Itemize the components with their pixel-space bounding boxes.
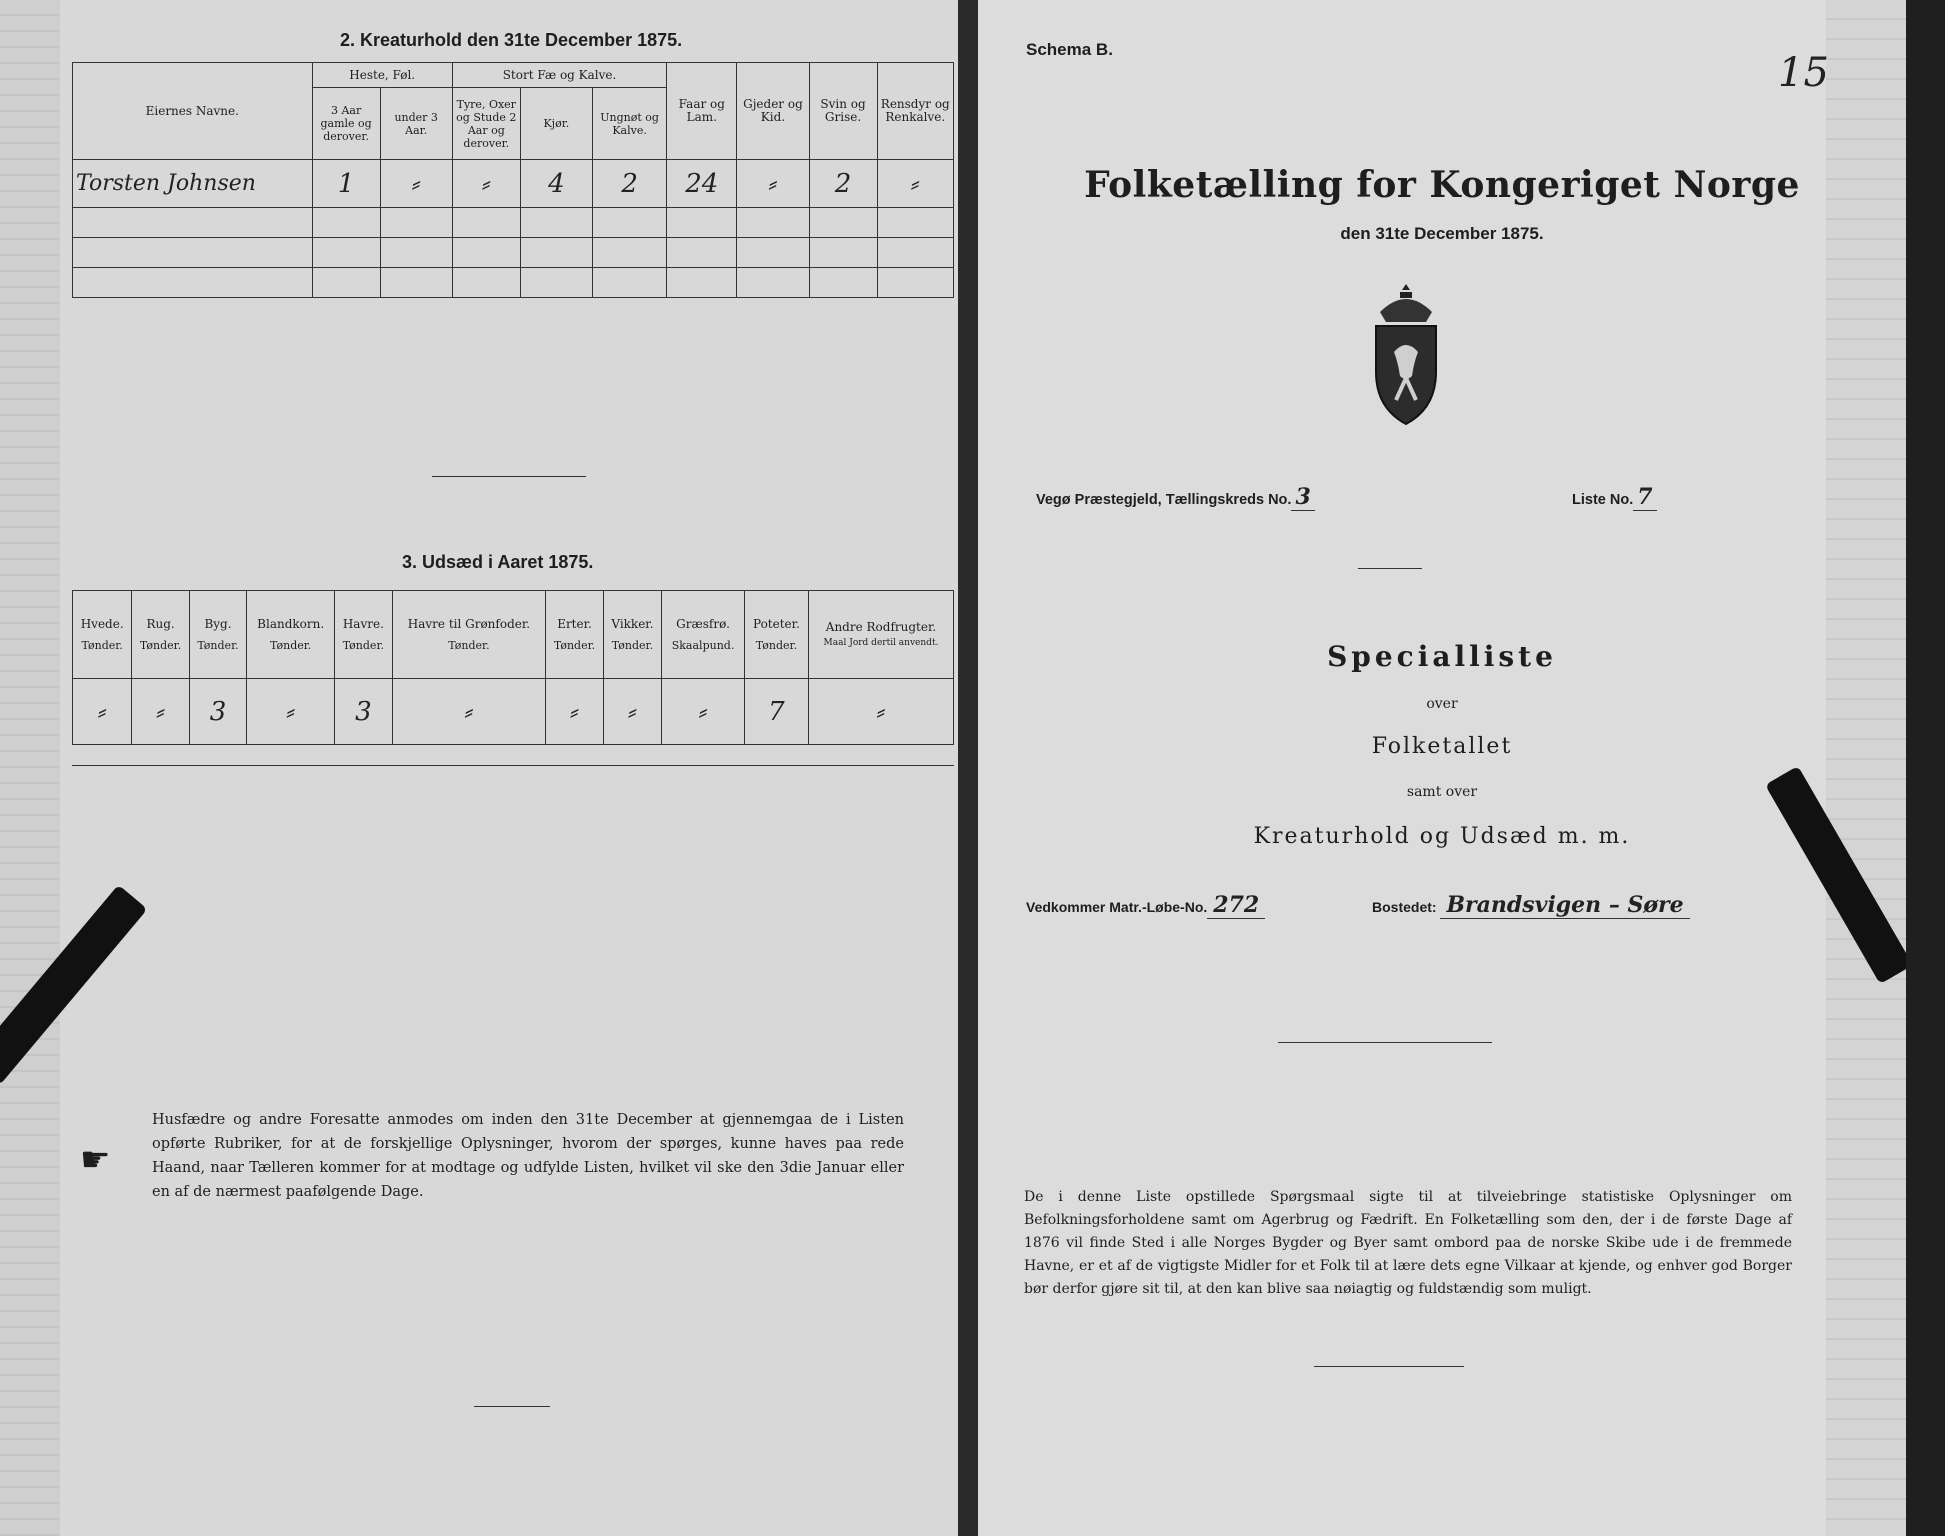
livestock-cell: 2 (809, 160, 877, 208)
seed-cell: ⸗ (662, 679, 745, 745)
parish-name: Vegø Præstegjeld, (1036, 492, 1162, 508)
seed-cell: ⸗ (392, 679, 546, 745)
seed-header: Poteter. Tønder. (744, 591, 808, 679)
divider-rule (1358, 568, 1422, 569)
list-value: 7 (1633, 484, 1656, 511)
district-label: Tællingskreds No. (1165, 492, 1292, 508)
cows-header: Kjør. (520, 88, 592, 160)
table-bottom-rule (72, 765, 954, 766)
pointing-hand-icon: ☛ (80, 1140, 111, 1180)
book-gutter (958, 0, 978, 1536)
right-page (978, 0, 1906, 1536)
section-divider (432, 476, 586, 477)
horse-young-header: under 3 Aar. (380, 88, 452, 160)
purpose-text: De i denne Liste opstillede Spørgsmaal sigte til at tilveiebringe statistiske Oplysninger om Befolkningsforholdene samt om Agerbrug og Fædrift. En Folketælling som den, der i de første Dage af 1876 vil finde Sted i alle Norges Bygder og Byer samt ombord paa de norske Skibe ude i de fremmede Havne, er et af de vigtigste Midler for et Folk til at lære dets egne Vilkaar at kjende, og enhver god Borger bør derfor gjøre sit til, at den kan blive saa nøiagtig og fuldstændig som muligt. (1024, 1189, 1792, 1297)
samt-over-text: samt over (1406, 784, 1478, 800)
livestock-table (72, 62, 954, 298)
seed-cell: ⸗ (247, 679, 335, 745)
seed-header: Hvede. Tønder. (73, 591, 132, 679)
seed-header: Rug. Tønder. (132, 591, 189, 679)
seed-cell: ⸗ (808, 679, 953, 745)
seed-cell: ⸗ (73, 679, 132, 745)
lion-shield-icon (1366, 282, 1446, 432)
seed-cell: 3 (335, 679, 392, 745)
specialliste-title: Specialliste (1327, 640, 1557, 673)
over-text: over (1426, 696, 1458, 712)
matr-line (1026, 892, 1265, 918)
empty-cell (73, 238, 313, 268)
empty-cell (73, 268, 313, 298)
end-divider (474, 1406, 550, 1407)
matr-label: Vedkommer Matr.-Løbe-No. (1026, 899, 1208, 915)
seed-heading: 3. Udsæd i Aaret 1875. (402, 552, 594, 572)
livestock-cell: ⸗ (452, 160, 520, 208)
bosted-value: Brandsvigen – Søre (1440, 892, 1689, 919)
page-number: 15 (1778, 50, 1829, 96)
livestock-heading: 2. Kreaturhold den 31te December 1875. (340, 30, 683, 50)
seed-cell: ⸗ (603, 679, 661, 745)
pigs-header: Svin og Grise. (809, 63, 877, 160)
seed-header: Andre Rodfrugter. Maal Jord dertil anvendt. (808, 591, 953, 679)
seed-header: Havre til Grønfoder. Tønder. (392, 591, 546, 679)
instructions-note: Husfædre og andre Foresatte anmodes om inden den 31te December at gjennemgaa de i Listen opførte Rubriker, for at de forskjellige Oplysninger, hvorom der spørges, kunne haves paa rede Haand, naar Tælleren kommer for at modtage og udfylde Listen, hvilket vil ske den 3die Januar eller en af de nærmest paafølgende Dage. (152, 1112, 904, 1200)
list-line (1572, 484, 1657, 510)
seed-table (72, 590, 954, 745)
goats-header: Gjeder og Kid. (737, 63, 809, 160)
schema-label: Schema B. (1026, 40, 1113, 59)
end-rule (1314, 1366, 1464, 1367)
seed-cell: ⸗ (132, 679, 189, 745)
livestock-cell: 1 (312, 160, 380, 208)
bosted-line (1372, 892, 1690, 918)
owner-header: Eiernes Navne. (73, 63, 313, 160)
seed-cell: 7 (744, 679, 808, 745)
seed-cell: ⸗ (546, 679, 603, 745)
sheep-header: Faar og Lam. (667, 63, 737, 160)
seed-cell: 3 (189, 679, 246, 745)
matr-value: 272 (1207, 892, 1265, 919)
seed-header: Havre. Tønder. (335, 591, 392, 679)
young-cattle-header: Ungnøt og Kalve. (592, 88, 666, 160)
owner-name: Torsten Johnsen (73, 160, 313, 208)
seed-header: Byg. Tønder. (189, 591, 246, 679)
empty-cell (73, 208, 313, 238)
district-value: 3 (1291, 484, 1314, 511)
livestock-cell: ⸗ (737, 160, 809, 208)
left-page (0, 0, 958, 1536)
bleed-through-edge (0, 0, 60, 1536)
livestock-cell: ⸗ (877, 160, 953, 208)
bosted-label: Bostedet: (1372, 899, 1437, 915)
livestock-cell: ⸗ (380, 160, 452, 208)
bulls-header: Tyre, Oxer og Stude 2 Aar og derover. (452, 88, 520, 160)
kreaturhold-title: Kreaturhold og Udsæd m. m. (1253, 824, 1631, 849)
census-date: den 31te December 1875. (1340, 224, 1544, 243)
horses-header: Heste, Føl. (312, 63, 452, 88)
reindeer-header: Rensdyr og Renkalve. (877, 63, 953, 160)
census-title: Folketælling for Kongeriget Norge (1084, 164, 1800, 206)
cattle-header: Stort Fæ og Kalve. (452, 63, 666, 88)
divider-rule (1278, 1042, 1492, 1043)
norway-coat-of-arms (1366, 282, 1446, 436)
horse-old-header: 3 Aar gamle og derover. (312, 88, 380, 160)
livestock-cell: 24 (667, 160, 737, 208)
livestock-cell: 4 (520, 160, 592, 208)
seed-header: Erter. Tønder. (546, 591, 603, 679)
parish-line (1036, 484, 1315, 510)
seed-header: Græsfrø. Skaalpund. (662, 591, 745, 679)
seed-header: Blandkorn. Tønder. (247, 591, 335, 679)
seed-header: Vikker. Tønder. (603, 591, 661, 679)
livestock-cell: 2 (592, 160, 666, 208)
folketallet-text: Folketallet (1371, 734, 1513, 759)
list-label: Liste No. (1572, 492, 1634, 508)
page-edge (1906, 0, 1945, 1536)
